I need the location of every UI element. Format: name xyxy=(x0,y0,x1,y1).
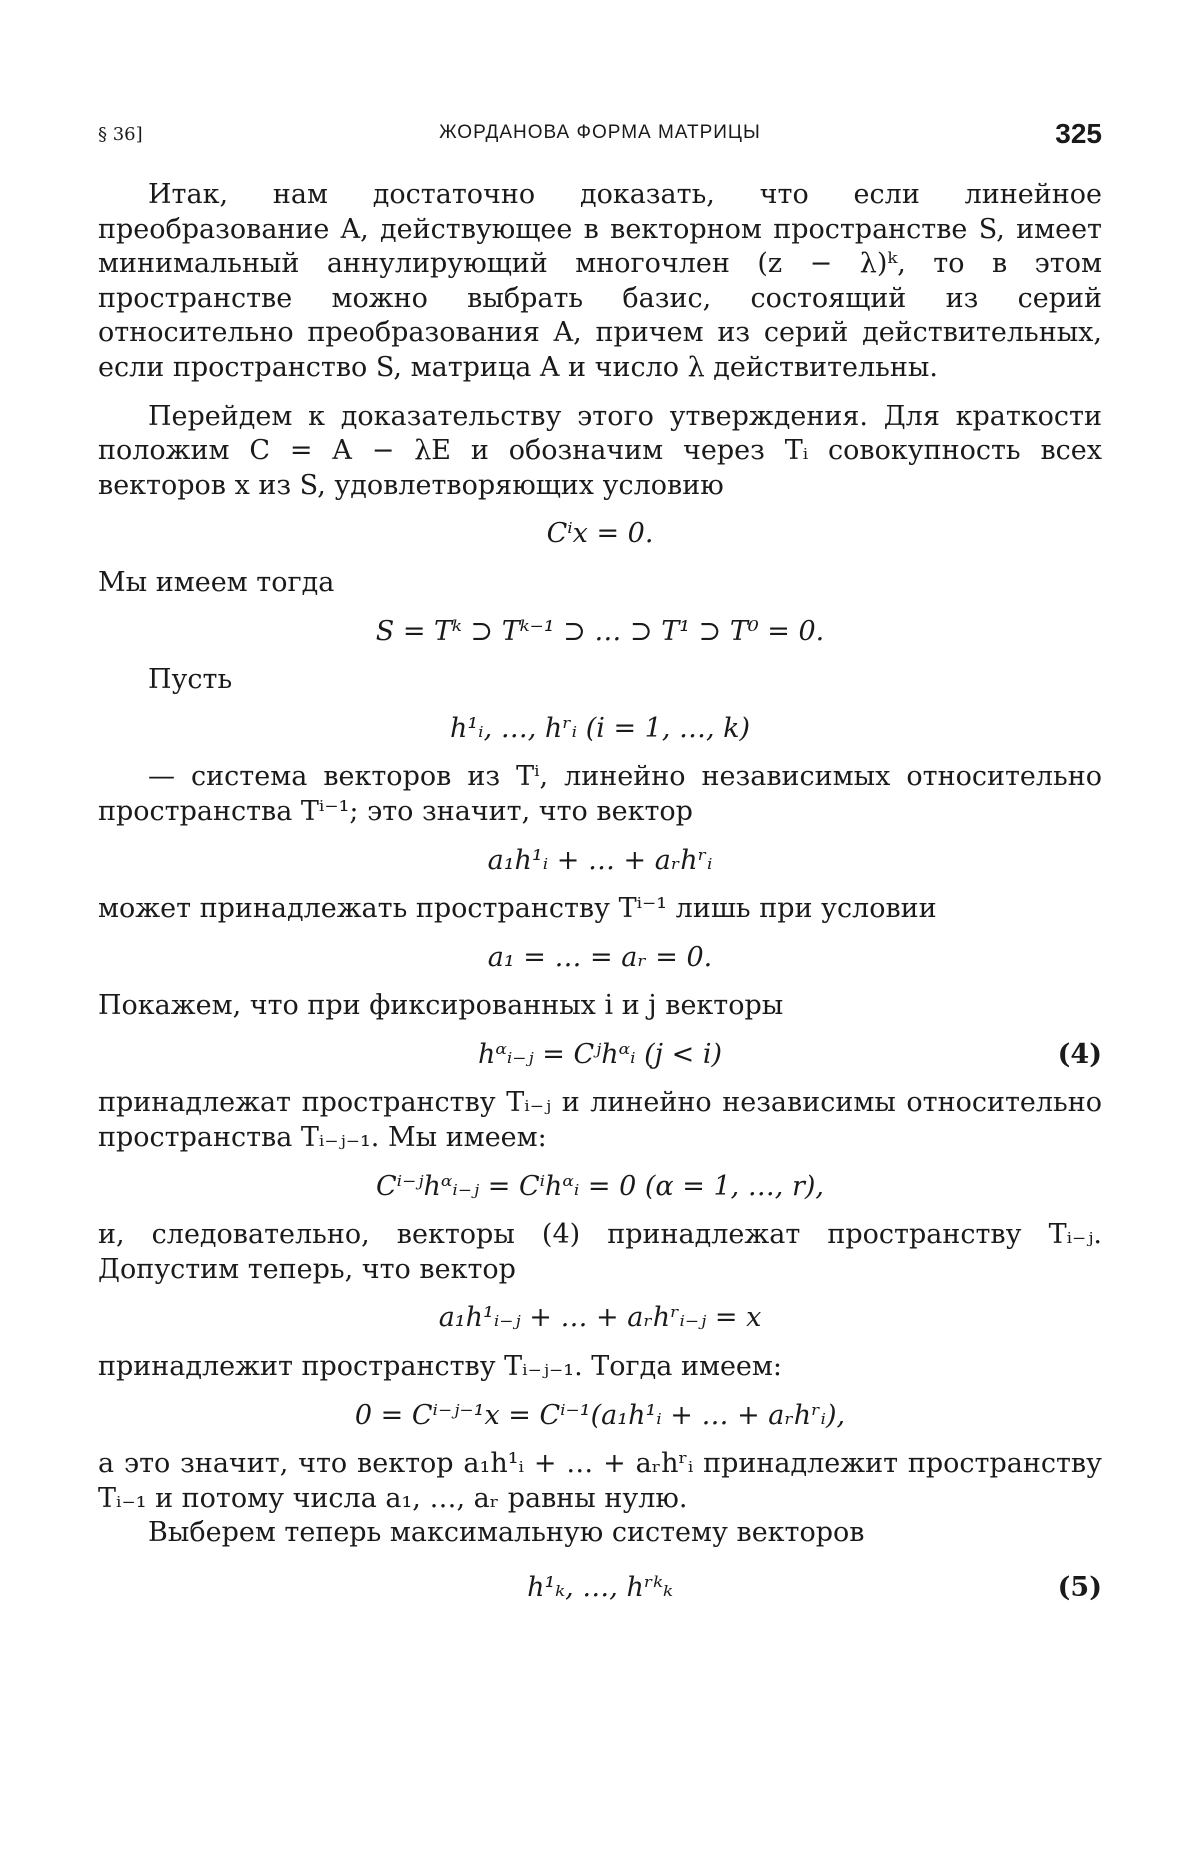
paragraph-belong: принадлежат пространству Tᵢ₋ⱼ и линейно независимы относительно пространства Tᵢ₋ⱼ₋₁. Мы имеем: xyxy=(98,1087,1102,1154)
formula-combination: a₁h¹ᵢ + … + aᵣhʳᵢ xyxy=(487,844,713,876)
running-header xyxy=(98,118,1102,154)
equation-label-5: (5) xyxy=(1057,1572,1102,1603)
formula-x: a₁h¹ᵢ₋ⱼ + … + aᵣhʳᵢ₋ⱼ = x xyxy=(438,1302,762,1334)
paragraph-definition: Перейдем к доказательству этого утверждения. Для краткости положим C = A − λE и обозначим через Tᵢ совокупность всех векторов x из S, удовлетворяющих условию xyxy=(98,400,1102,501)
chapter-title: ЖОРДАНОВА ФОРМА МАТРИЦЫ xyxy=(439,122,761,143)
formula-condition: Cⁱx = 0. xyxy=(546,518,654,550)
paragraph-suppose: и, следовательно, векторы (4) принадлежат пространству Tᵢ₋ⱼ. Допустим теперь, что вектор xyxy=(98,1219,1102,1285)
formula-chain: S = Tᵏ ⊃ Tᵏ⁻¹ ⊃ … ⊃ T¹ ⊃ T⁰ = 0. xyxy=(375,615,825,647)
formula-5-body: h¹ₖ, …, hʳᵏₖ xyxy=(527,1572,673,1603)
paragraph-then: Мы имеем тогда xyxy=(98,566,335,598)
paragraph-conclusion: а это значит, что вектор a₁h¹ᵢ + … + aᵣhʳᵢ принадлежит пространству Tᵢ₋₁ и потому числа a₁, …, aᵣ равны нулю. xyxy=(98,1448,1102,1514)
formula-vectors: h¹ᵢ, …, hʳᵢ (i = 1, …, k) xyxy=(449,712,751,744)
formula-5 xyxy=(98,1571,1102,1606)
formula-zero-coeffs: a₁ = … = aᵣ = 0. xyxy=(487,941,713,973)
formula-zero: 0 = Cⁱ⁻ʲ⁻¹x = Cⁱ⁻¹(a₁h¹ᵢ + … + aᵣhʳᵢ), xyxy=(354,1399,846,1431)
formula-4-body: hᵅᵢ₋ⱼ = Cʲhᵅᵢ (j < i) xyxy=(477,1038,722,1070)
formula-annihilate: Cⁱ⁻ʲhᵅᵢ₋ⱼ = Cⁱhᵅᵢ = 0 (α = 1, …, r), xyxy=(376,1170,824,1202)
paragraph-intro: Итак, нам достаточно доказать, что если линейное преобразование A, действующее в векторном пространстве S, имеет минимальный аннулирующий многочлен (z − λ)ᵏ, то в этом пространстве можно выбрать базис, состоящий из серий относительно преобразования A, причем из серий действительных, если пространство S, матрица A и число λ действительны. xyxy=(98,179,1102,383)
paragraph-system: — система векторов из Tⁱ, линейно независимых относительно пространства Tⁱ⁻¹; это значит, что вектор xyxy=(98,761,1102,827)
paragraph-condition: может принадлежать пространству Tⁱ⁻¹ лишь при условии xyxy=(98,893,937,925)
page-body xyxy=(98,178,1102,1606)
section-marker: § 36] xyxy=(98,124,143,145)
paragraph-show: Покажем, что при фиксированных i и j векторы xyxy=(98,990,784,1022)
paragraph-let: Пусть xyxy=(148,664,233,696)
paragraph-then-have: принадлежит пространству Tᵢ₋ⱼ₋₁. Тогда имеем: xyxy=(98,1351,783,1383)
page-number: 325 xyxy=(1055,118,1102,149)
equation-label-4: (4) xyxy=(1057,1038,1102,1070)
formula-4 xyxy=(98,1038,1102,1073)
paragraph-choose: Выберем теперь максимальную систему векторов xyxy=(148,1517,865,1549)
